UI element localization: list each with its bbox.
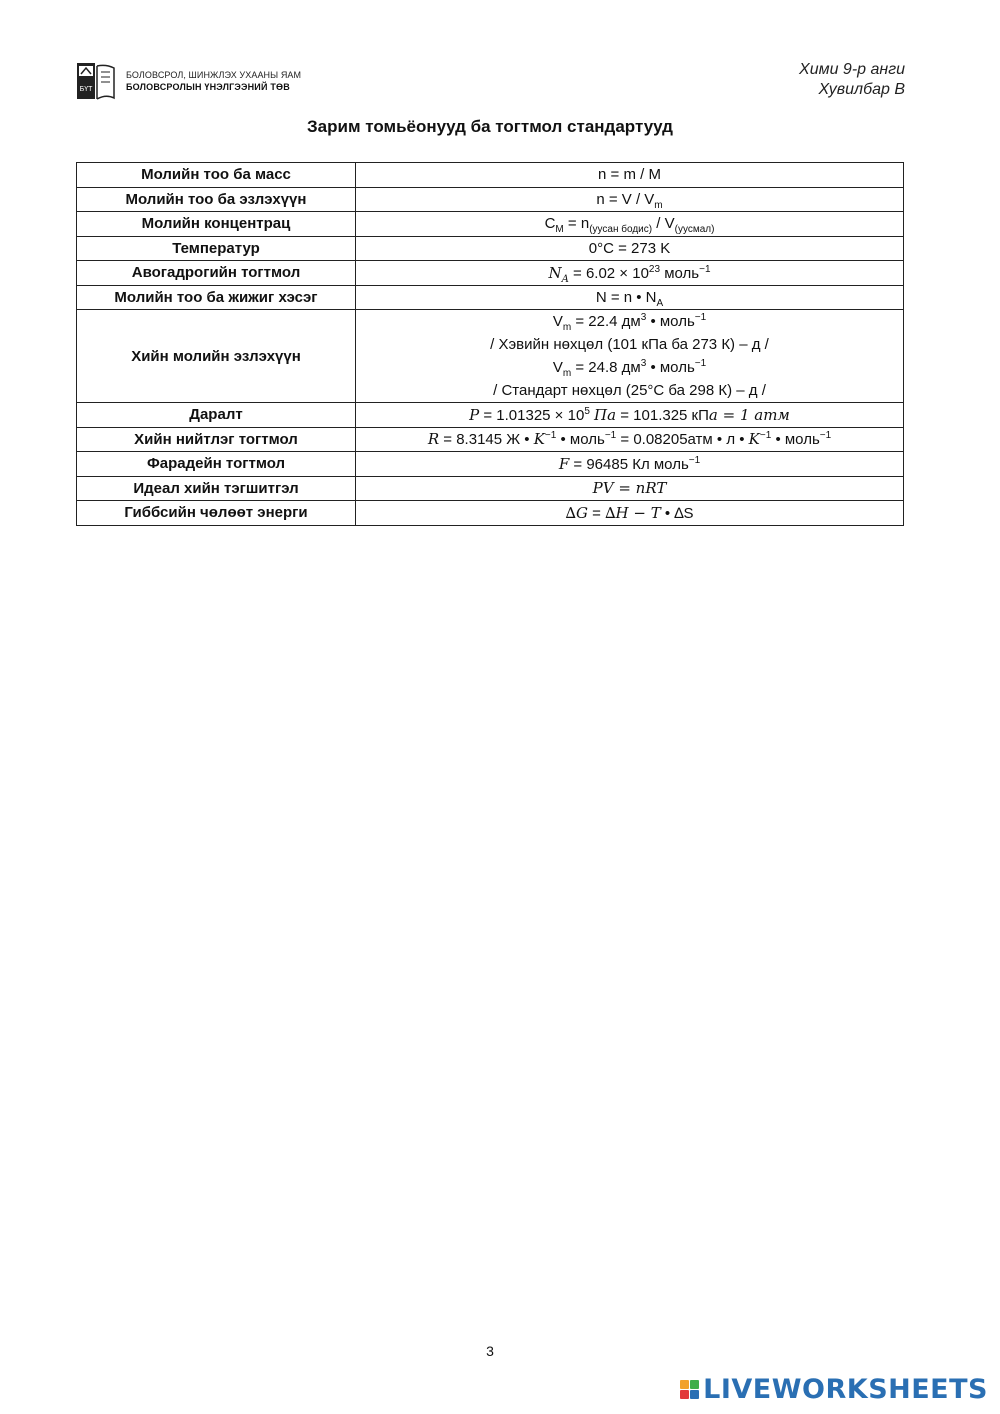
formula-gibbs: ∆G = ∆H − T • ∆S [356,501,904,526]
row-name: Молийн тоо ба эзлэхүүн [77,187,356,212]
formula-moles-mass: n = m / M [356,163,904,188]
formula-ideal-gas: PV = nRT [356,476,904,501]
subject-label: Хими 9-р анги [799,61,905,78]
row-name: Молийн концентрац [77,212,356,237]
variant-label: Хувилбар В [818,81,905,98]
table-row [77,452,904,477]
header-info [799,60,905,100]
liveworksheets-logo-text: LIVEWORKSHEETS [703,1374,988,1405]
table-row [77,212,904,237]
logo-center-name: БОЛОВСРОЛЫН ҮНЭЛГЭЭНИЙ ТӨВ [126,82,290,92]
liveworksheets-blocks-icon [680,1380,699,1399]
formula-avogadro: $N_A = 6.02 \times 10^{23}$ моль$^{-1}$ [356,261,904,286]
row-name: Молийн тоо ба жижиг хэсэг [77,285,356,310]
formula-line: $V_m = 24.8$ $дм^3$ • моль$^{-1}$ [552,358,707,379]
row-name: Фарадейн тогтмол [77,452,356,477]
table-row [77,476,904,501]
formula-molar-concentration: $C_M = n_{(уусан бодис)} / V_{(уусмал)}$ [356,212,904,237]
logo-badge: БҮТ [79,86,93,93]
row-name: Авогадрогийн тогтмол [77,261,356,286]
formula-faraday: F = 96485 Кл моль$^{-1}$ [356,452,904,477]
formula-table [76,162,904,526]
formula-gas-constant: R = 8.3145 Ж • $K^{-1}$ • моль$^{-1}$ = 0.08205атм • л • $K^{-1}$ • моль$^{-1}$ [356,427,904,452]
row-name: Температур [77,236,356,261]
formula-particles: N = n • $N_A$ [356,285,904,310]
row-name: Хийн молийн эзлэхүүн [77,310,356,403]
ministry-logo [76,62,316,100]
page-number: 3 [486,1343,494,1359]
row-name: Хийн нийтлэг тогтмол [77,427,356,452]
formula-line: / Стандарт нөхцөл (25°С ба 298 К) – д / [493,382,766,399]
formula-line: / Хэвийн нөхцөл (101 кПа ба 273 К) – д / [490,336,769,353]
logo-ministry-name: БОЛОВСРОЛ, ШИНЖЛЭХ УХААНЫ ЯАМ [126,70,302,80]
row-name: Идеал хийн тэгшитгэл [77,476,356,501]
row-name: Гиббсийн чөлөөт энерги [77,501,356,526]
formula-molar-gas-volume [356,310,904,403]
table-row [77,403,904,428]
formula-temperature: 0°C = 273 K [356,236,904,261]
table-row [77,427,904,452]
formula-pressure: $P = 1.01325 \times 10^5$ Па = 101.325 кПа = 1 атм [356,403,904,428]
table-row [77,501,904,526]
table-row [77,187,904,212]
formula-line: $V_m = 22.4$ $дм^3$ • моль$^{-1}$ [552,312,707,333]
liveworksheets-watermark [680,1374,988,1405]
row-name: Молийн тоо ба масс [77,163,356,188]
page-title: Зарим томьёонууд ба тогтмол стандартууд [307,117,673,136]
row-name: Даралт [77,403,356,428]
table-row [77,261,904,286]
table-row [77,163,904,188]
table-row [77,236,904,261]
book-logo-icon [76,62,118,100]
formula-moles-volume: $n = V / V_m$ [356,187,904,212]
table-row [77,285,904,310]
table-row [77,310,904,403]
